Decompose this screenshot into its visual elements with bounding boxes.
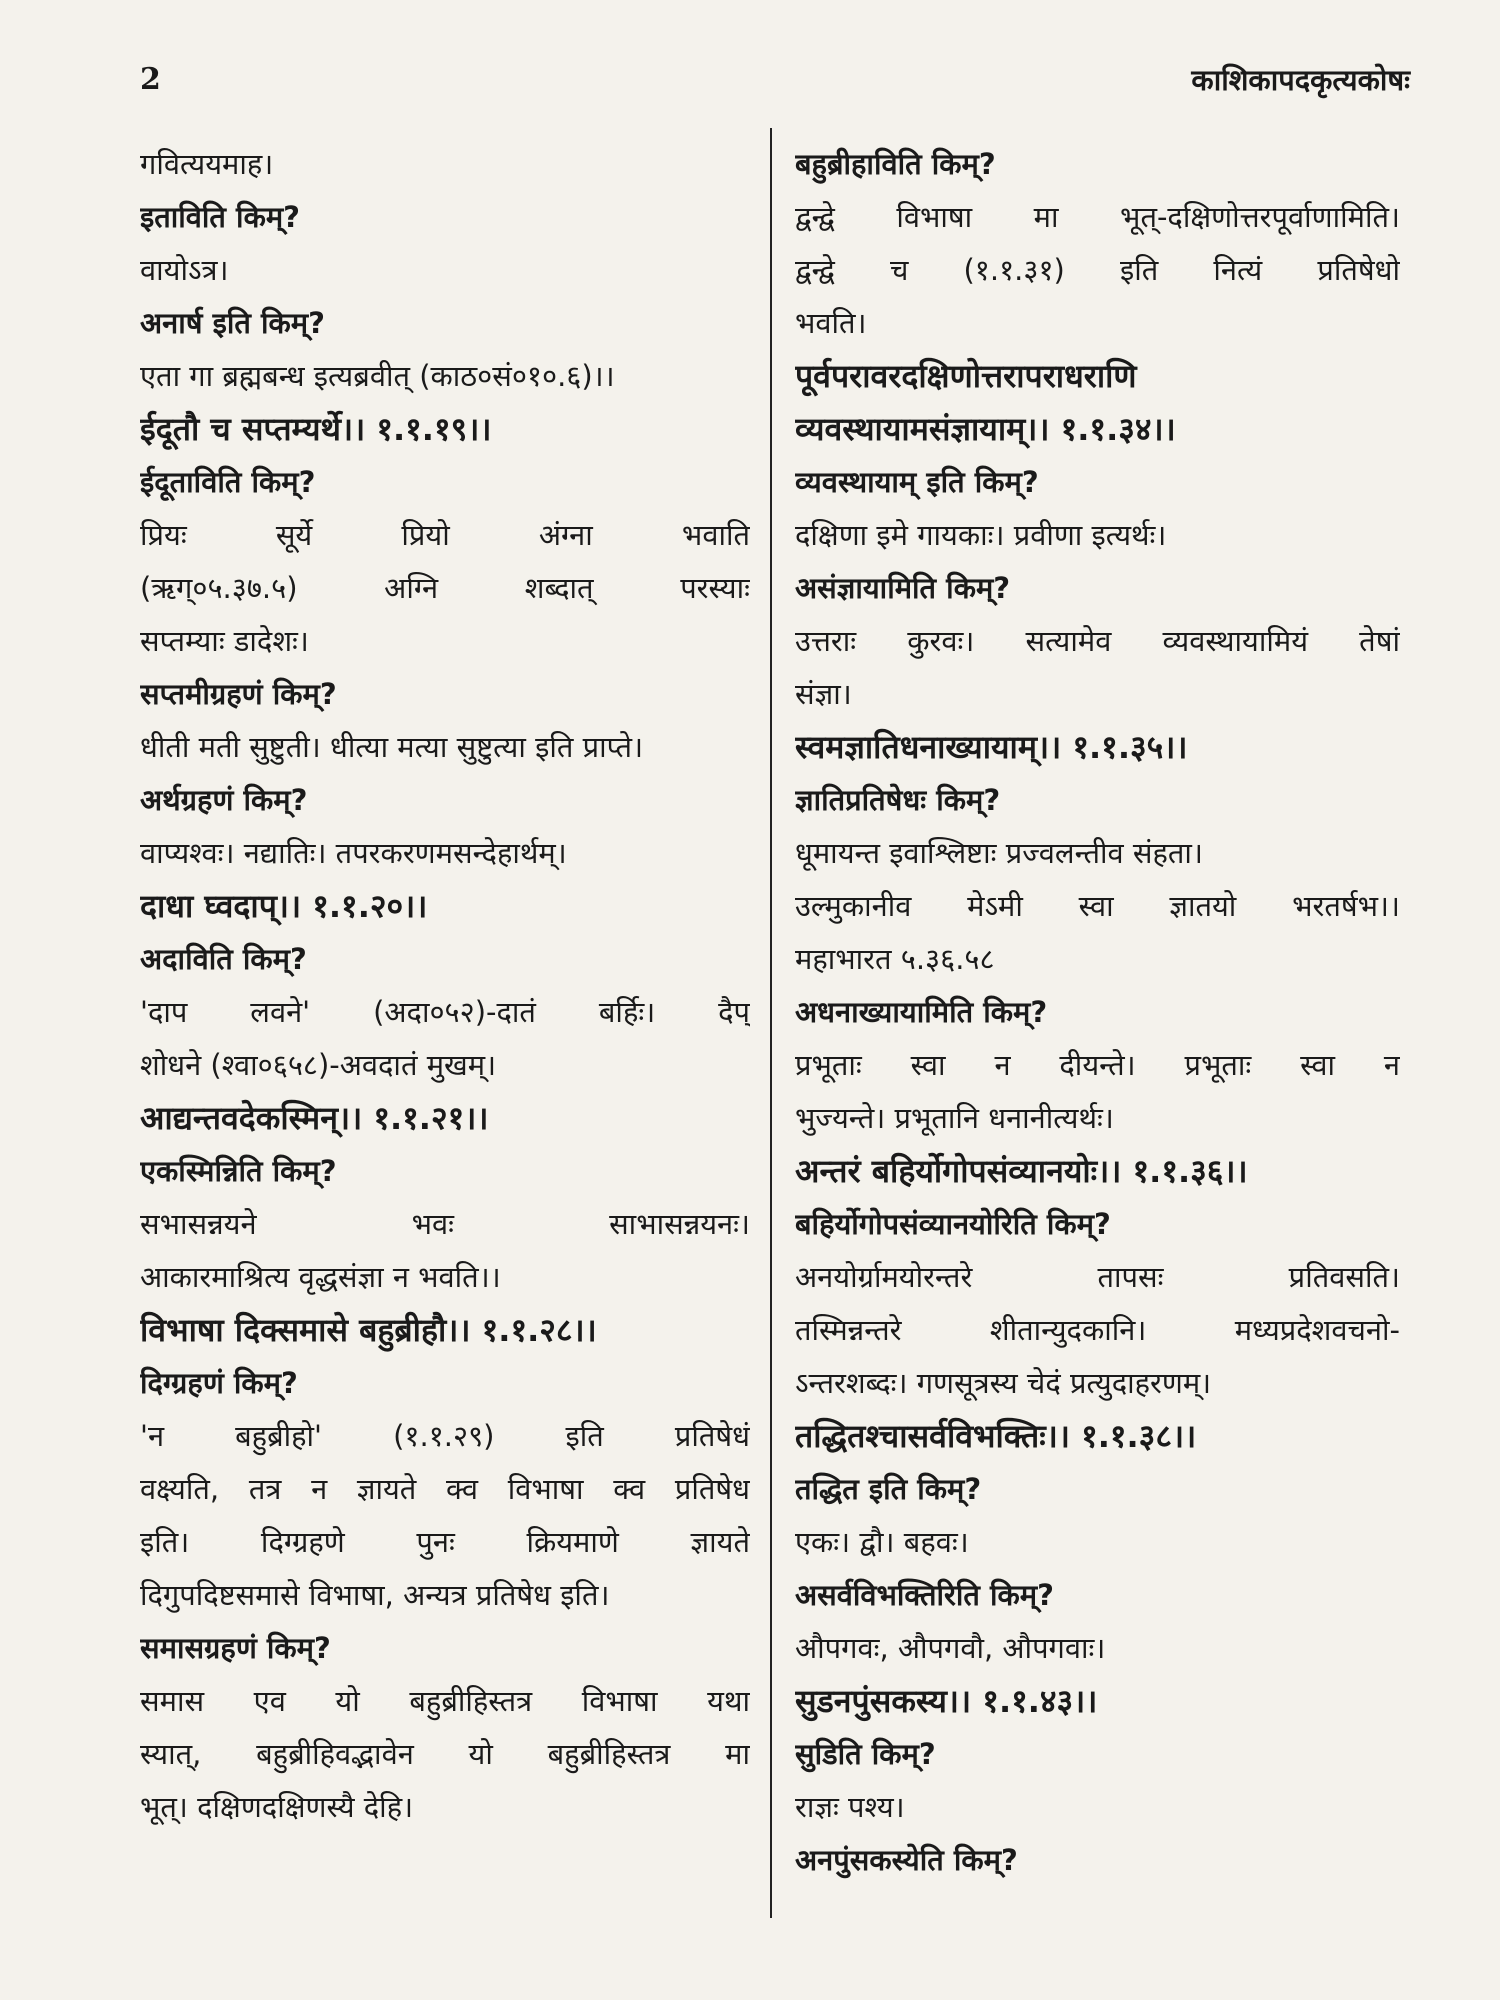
text-line: उत्तराः कुरवः। सत्यामेव व्यवस्थायामियं तेषां bbox=[795, 624, 1400, 658]
text-line: वाप्यश्वः। नद्यातिः। तपरकरणमसन्देहार्थम्। bbox=[140, 836, 567, 870]
text-line: शोधने (श्वा०६५८)-अवदातं मुखम्। bbox=[140, 1048, 497, 1082]
text-line: तस्मिन्नन्तरे शीतान्युदकानि। मध्यप्रदेशवचनो- bbox=[795, 1313, 1400, 1347]
right-column bbox=[795, 138, 1400, 1960]
question-heading: इताविति किम्? bbox=[140, 200, 300, 234]
text-line: भवति। bbox=[795, 306, 867, 340]
sutra-heading: पूर्वपरावरदक्षिणोत्तरापराधराणि bbox=[795, 357, 1137, 395]
text-line: महाभारत ५.३६.५८ bbox=[795, 942, 995, 976]
sutra-heading: ईदूतौ च सप्तम्यर्थे।। १.१.१९।। bbox=[140, 410, 492, 448]
text-line: दक्षिणा इमे गायकाः। प्रवीणा इत्यर्थः। bbox=[795, 518, 1167, 552]
question-heading: अधनाख्यायामिति किम्? bbox=[795, 995, 1048, 1029]
text-line: अनयोर्ग्रामयोरन्तरे तापसः प्रतिवसति। bbox=[795, 1260, 1400, 1294]
text-line: दिगुपदिष्टसमासे विभाषा, अन्यत्र प्रतिषेध इति। bbox=[140, 1578, 610, 1612]
text-line: वायोऽत्र। bbox=[140, 253, 229, 287]
question-heading: ज्ञातिप्रतिषेधः किम्? bbox=[795, 783, 1001, 817]
text-line: इति। दिग्ग्रहणे पुनः क्रियमाणे ज्ञायते bbox=[140, 1525, 750, 1559]
text-line: संज्ञा। bbox=[795, 677, 852, 711]
text-line: समास एव यो बहुब्रीहिस्तत्र विभाषा यथा bbox=[140, 1684, 750, 1718]
text-line: प्रियः सूर्ये प्रियो अंग्ना भवाति bbox=[140, 518, 750, 552]
left-column bbox=[140, 138, 750, 1960]
text-line: औपगवः, औपगवौ, औपगवाः। bbox=[795, 1631, 1106, 1665]
sutra-heading: विभाषा दिक्समासे बहुब्रीहौ।। १.१.२८।। bbox=[140, 1311, 597, 1349]
text-line: स्यात्, बहुब्रीहिवद्भावेन यो बहुब्रीहिस्तत्र मा bbox=[140, 1737, 750, 1771]
text-line: भुज्यन्ते। प्रभूतानि धनानीत्यर्थः। bbox=[795, 1101, 1114, 1135]
sutra-heading: अन्तरं बहिर्योगोपसंव्यानयोः।। १.१.३६।। bbox=[795, 1152, 1248, 1190]
question-heading: अदाविति किम्? bbox=[140, 942, 307, 976]
text-line: एता गा ब्रह्मबन्ध इत्यब्रवीत् (काठ०सं०१०.६)।। bbox=[140, 359, 615, 393]
text-line: 'न बहुब्रीहो' (१.१.२९) इति प्रतिषेधं bbox=[140, 1419, 750, 1453]
question-heading: सुडिति किम्? bbox=[795, 1737, 936, 1771]
text-line: सप्तम्याः डादेशः। bbox=[140, 624, 309, 658]
question-heading: समासग्रहणं किम्? bbox=[140, 1631, 331, 1665]
text-line: गवित्ययमाह। bbox=[140, 147, 274, 181]
question-heading: ईदूताविति किम्? bbox=[140, 465, 316, 499]
text-line: एकः। द्वौ। बहवः। bbox=[795, 1525, 969, 1559]
question-heading: सप्तमीग्रहणं किम्? bbox=[140, 677, 337, 711]
text-line: धूमायन्त इवाश्लिष्टाः प्रज्वलन्तीव संहता। bbox=[795, 836, 1203, 870]
text-line: द्वन्द्वे विभाषा मा भूत्-दक्षिणोत्तरपूर्वाणामिति। bbox=[795, 200, 1400, 234]
question-heading: व्यवस्थायाम् इति किम्? bbox=[795, 465, 1039, 499]
sutra-heading: आद्यन्तवदेकस्मिन्।। १.१.२१।। bbox=[140, 1099, 489, 1137]
question-heading: अनार्ष इति किम्? bbox=[140, 306, 325, 340]
question-heading: असर्वविभक्तिरिति किम्? bbox=[795, 1578, 1054, 1612]
text-line: भूत्। दक्षिणदक्षिणस्यै देहि। bbox=[140, 1790, 414, 1824]
question-heading: असंज्ञायामिति किम्? bbox=[795, 571, 1011, 605]
text-line: उल्मुकानीव मेऽमी स्वा ज्ञातयो भरतर्षभ।। bbox=[795, 889, 1400, 923]
text-line: धीती मती सुष्टुती। धीत्या मत्या सुष्टुत्या इति प्राप्ते। bbox=[140, 730, 644, 764]
text-line: वक्ष्यति, तत्र न ज्ञायते क्व विभाषा क्व प्रतिषेध bbox=[140, 1472, 750, 1506]
text-line: 'दाप लवने' (अदा०५२)-दातं बर्हिः। दैप् bbox=[140, 995, 750, 1029]
question-heading: अर्थग्रहणं किम्? bbox=[140, 783, 308, 817]
question-heading: तद्धित इति किम्? bbox=[795, 1472, 982, 1506]
text-line: सभासन्नयने भवः साभासन्नयनः। bbox=[140, 1207, 750, 1241]
sutra-heading: स्वमज्ञातिधनाख्यायाम्।। १.१.३५।। bbox=[795, 728, 1188, 766]
sutra-heading: व्यवस्थायामसंज्ञायाम्।। १.१.३४।। bbox=[795, 410, 1176, 448]
question-heading: एकस्मिन्निति किम्? bbox=[140, 1154, 337, 1188]
text-line: आकारमाश्रित्य वृद्धसंज्ञा न भवति।। bbox=[140, 1260, 501, 1294]
sutra-heading: सुडनपुंसकस्य।। १.१.४३।। bbox=[795, 1682, 1098, 1720]
question-heading: बहिर्योगोपसंव्यानयोरिति किम्? bbox=[795, 1207, 1111, 1241]
text-line: ऽन्तरशब्दः। गणसूत्रस्य चेदं प्रत्युदाहरणम्। bbox=[795, 1366, 1212, 1400]
sutra-heading: तद्धितश्चासर्वविभक्तिः।। १.१.३८।। bbox=[795, 1417, 1197, 1455]
question-heading: बहुब्रीहाविति किम्? bbox=[795, 147, 996, 181]
question-heading: अनपुंसकस्येति किम्? bbox=[795, 1843, 1018, 1877]
running-title: काशिकापदकृत्यकोषः bbox=[1191, 63, 1410, 97]
column-divider bbox=[770, 128, 772, 1918]
sutra-heading: दाधा घ्वदाप्।। १.१.२०।। bbox=[140, 887, 428, 925]
text-line: राज्ञः पश्य। bbox=[795, 1790, 905, 1824]
question-heading: दिग्ग्रहणं किम्? bbox=[140, 1366, 298, 1400]
text-line: प्रभूताः स्वा न दीयन्ते। प्रभूताः स्वा न bbox=[795, 1048, 1400, 1082]
page-number: 2 bbox=[140, 62, 161, 97]
text-line: (ऋग्०५.३७.५) अग्नि शब्दात् परस्याः bbox=[140, 571, 750, 605]
text-line: द्वन्द्वे च (१.१.३१) इति नित्यं प्रतिषेधो bbox=[795, 253, 1400, 287]
